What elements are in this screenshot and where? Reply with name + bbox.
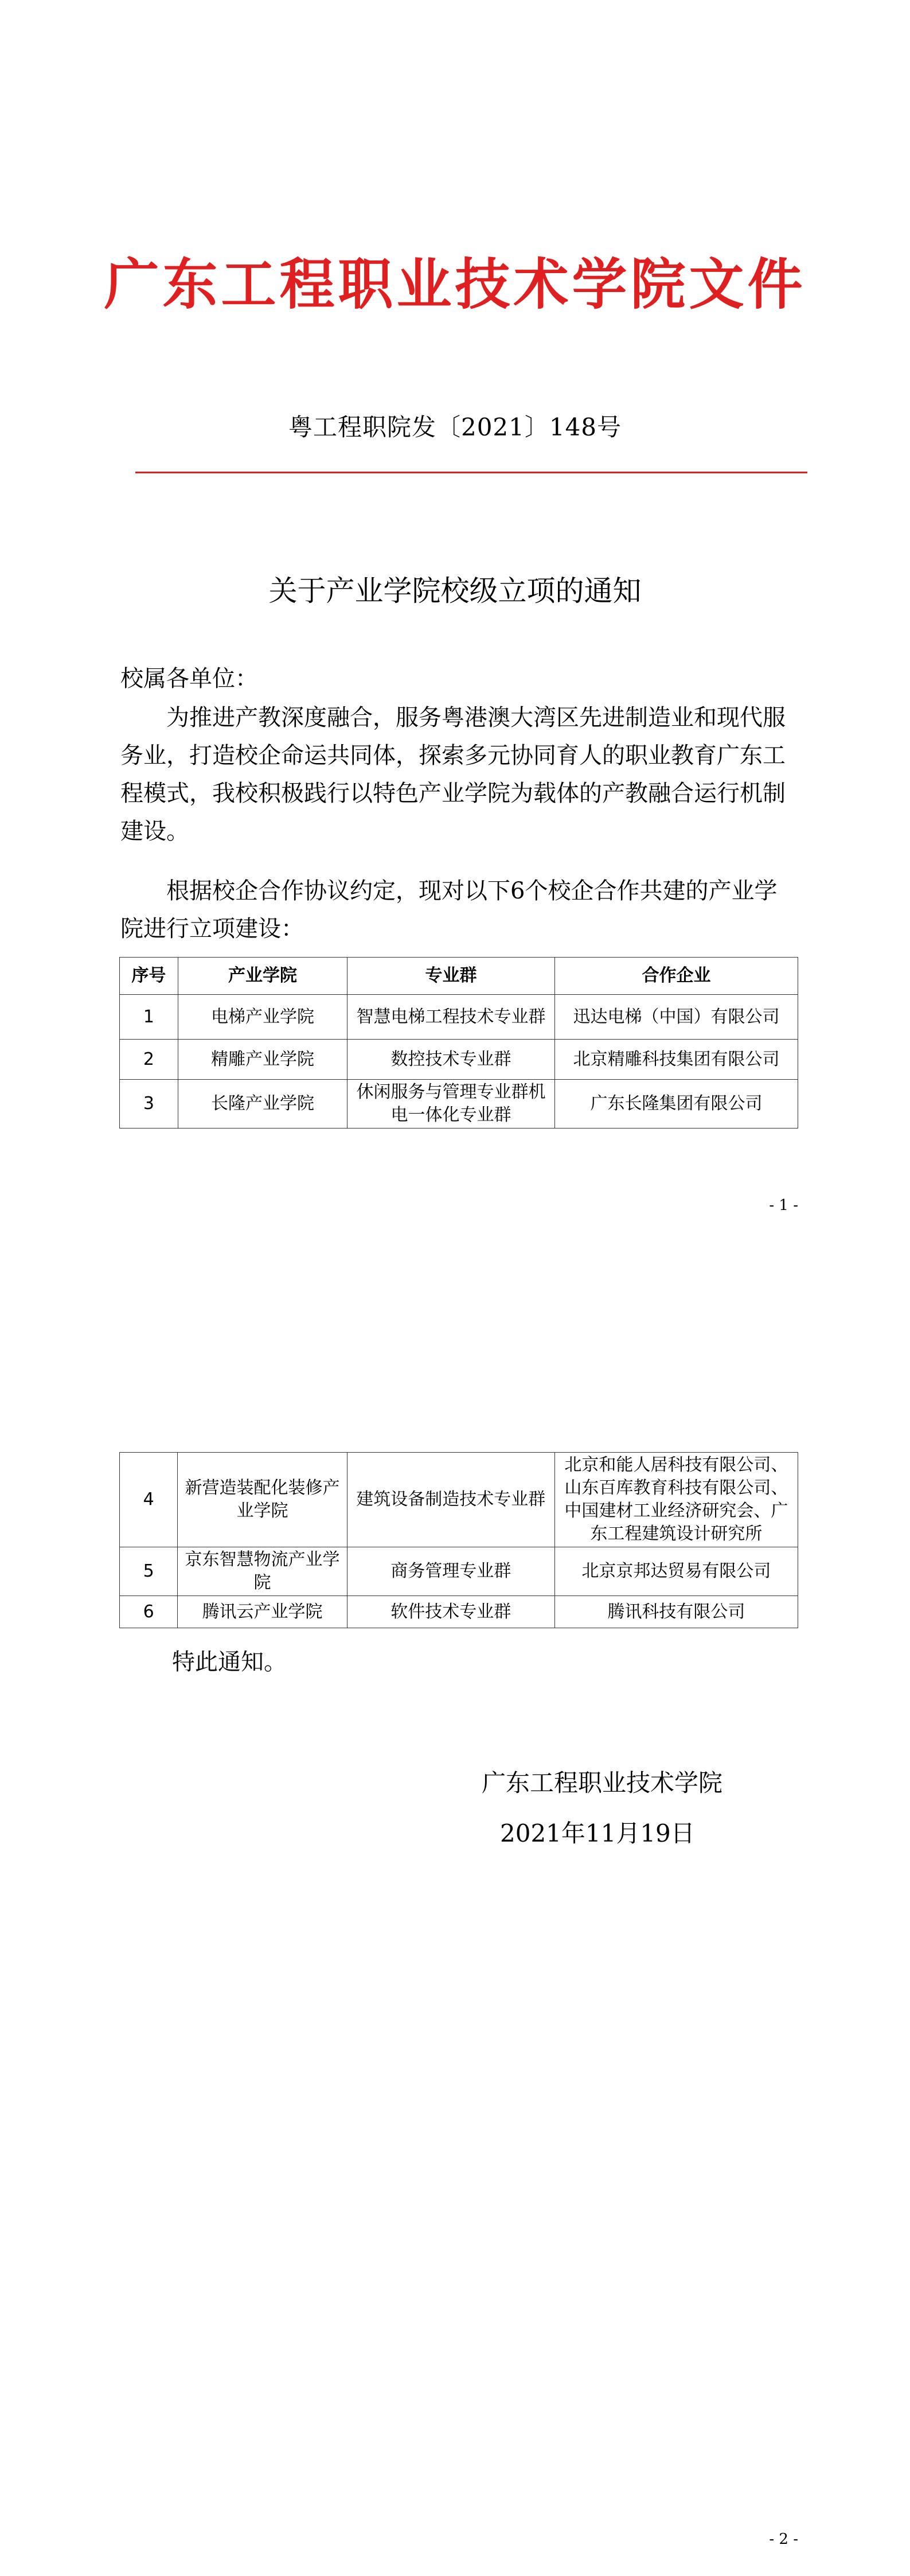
cell-no: 2 (120, 1040, 178, 1080)
red-divider-rule (135, 472, 807, 473)
table-row (120, 995, 798, 1040)
header-company: 合作企业 (554, 958, 798, 995)
table-row (120, 1080, 798, 1129)
table-row (120, 1040, 798, 1080)
paragraph-projects: 根据校企合作协议约定，现对以下6个校企合作共建的产业学院进行立项建设： (120, 878, 778, 942)
cell-company: 迅达电梯（中国）有限公司 (554, 995, 798, 1040)
header-college: 产业学院 (178, 958, 347, 995)
page-number: - 2 - (769, 2531, 798, 2548)
cell-major: 建筑设备制造技术专业群 (347, 1453, 554, 1547)
cell-major: 休闲服务与管理专业群机电一体化专业群 (347, 1080, 555, 1129)
notice-title: 关于产业学院校级立项的通知 (268, 574, 642, 608)
table-row (120, 1547, 798, 1596)
page-2 (0, 1288, 910, 2576)
cell-major: 软件技术专业群 (347, 1596, 554, 1628)
colleges-table-part-1 (119, 957, 798, 1129)
cell-company: 北京和能人居科技有限公司、山东百库教育科技有限公司、中国建材工业经济研究会、广东工程建筑设计研究所 (554, 1453, 798, 1547)
cell-no: 5 (120, 1547, 178, 1596)
cell-company: 北京京邦达贸易有限公司 (554, 1547, 798, 1596)
cell-no: 4 (120, 1453, 178, 1547)
signature-date: 2021年11月19日 (500, 1819, 695, 1847)
page-number: - 1 - (769, 1197, 798, 1214)
cell-no: 6 (120, 1596, 178, 1628)
header-major: 专业群 (347, 958, 555, 995)
cell-college: 腾讯云产业学院 (178, 1596, 347, 1628)
closing-remark: 特此通知。 (172, 1649, 287, 1675)
cell-college: 电梯产业学院 (178, 995, 347, 1040)
table-row (120, 1596, 798, 1628)
cell-no: 1 (120, 995, 178, 1040)
document-header-title: 广东工程职业技术学院文件 (104, 252, 806, 317)
cell-college: 新营造装配化装修产业学院 (178, 1453, 347, 1547)
cell-major: 商务管理专业群 (347, 1547, 554, 1596)
cell-no: 3 (120, 1080, 178, 1129)
header-no: 序号 (120, 958, 178, 995)
signature-organization: 广东工程职业技术学院 (482, 1769, 723, 1797)
cell-major: 数控技术专业群 (347, 1040, 555, 1080)
cell-college: 长隆产业学院 (178, 1080, 347, 1129)
cell-college: 精雕产业学院 (178, 1040, 347, 1080)
cell-major: 智慧电梯工程技术专业群 (347, 995, 555, 1040)
cell-college: 京东智慧物流产业学院 (178, 1547, 347, 1596)
document-number: 粤工程职院发〔2021〕148号 (288, 413, 622, 441)
cell-company: 北京精雕科技集团有限公司 (554, 1040, 798, 1080)
table-header-row (120, 958, 798, 995)
cell-company: 广东长隆集团有限公司 (554, 1080, 798, 1129)
paragraph-intro: 为推进产教深度融合，服务粤港澳大湾区先进制造业和现代服务业，打造校企命运共同体，探索多元协同育人的职业教育广东工程模式，我校积极践行以特色产业学院为载体的产教融合运行机制建设。 (120, 705, 786, 845)
colleges-table-part-2 (119, 1452, 798, 1628)
table-row (120, 1453, 798, 1547)
salutation: 校属各单位： (120, 666, 258, 692)
cell-company: 腾讯科技有限公司 (554, 1596, 798, 1628)
